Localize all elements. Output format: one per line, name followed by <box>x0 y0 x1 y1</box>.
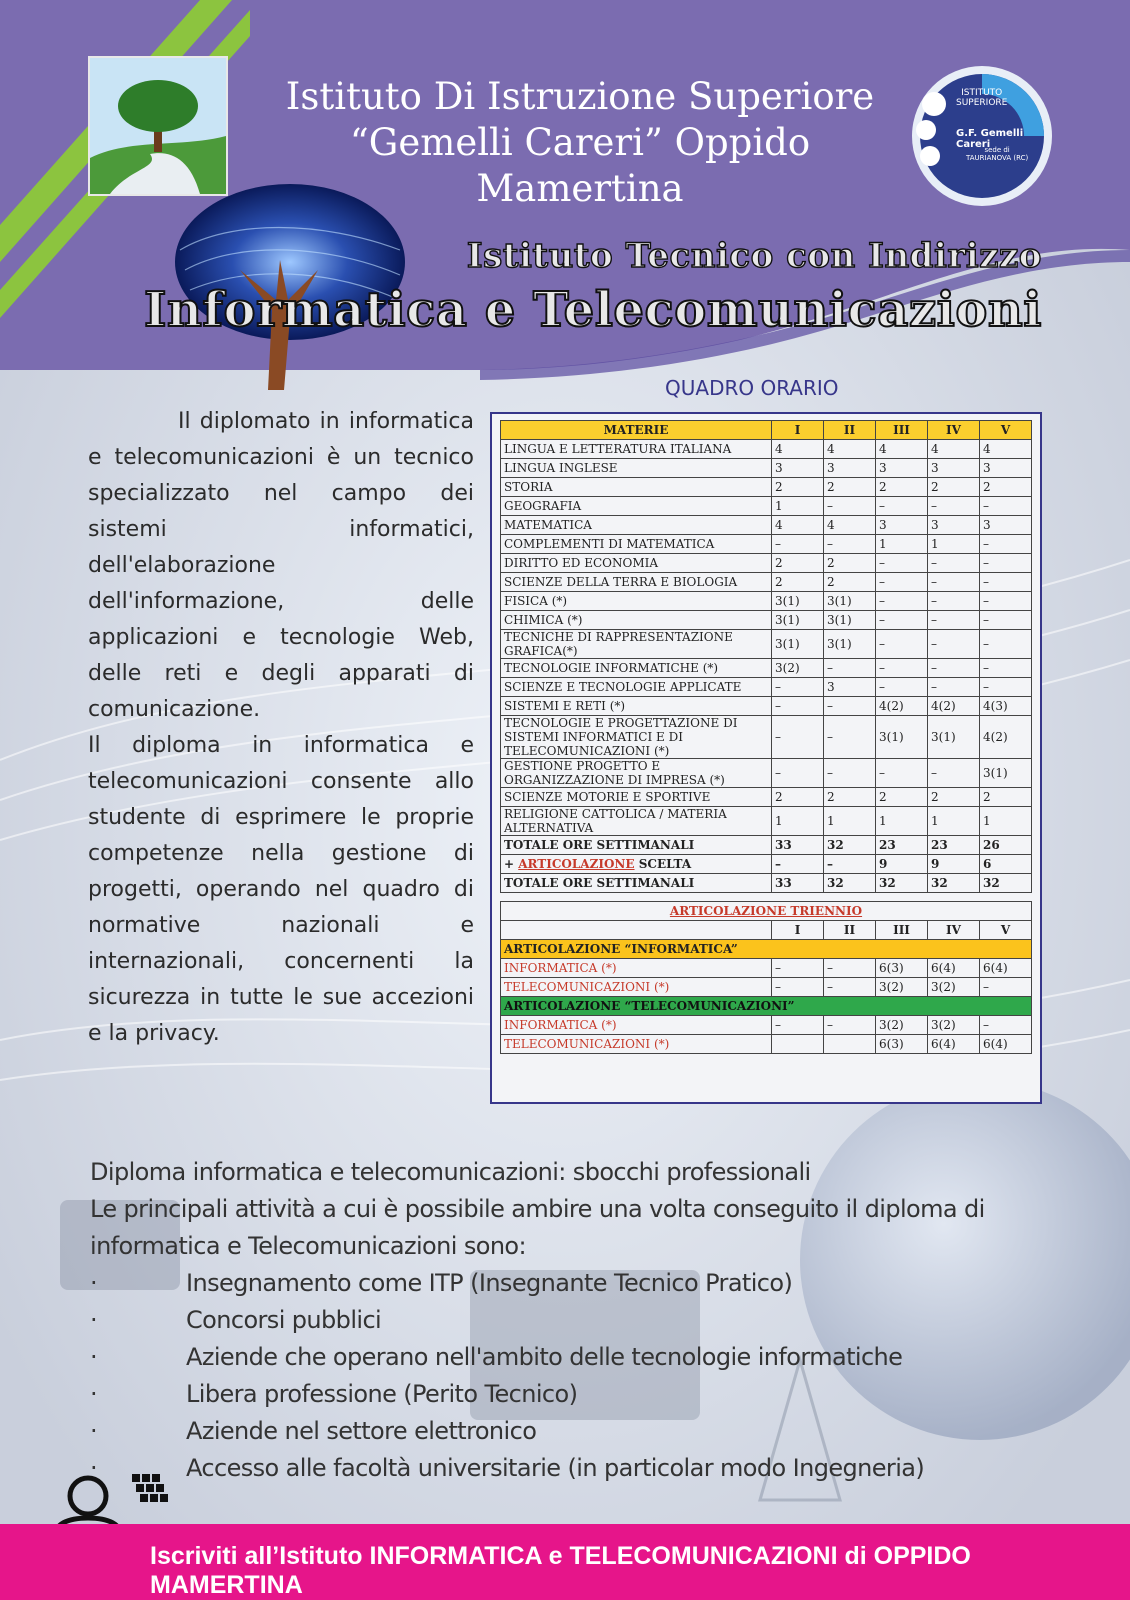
articolazione-telecomunicazioni <box>501 997 1032 1016</box>
hours-cell: – <box>928 554 980 573</box>
hours-cell: – <box>980 678 1032 697</box>
hours-cell: 23 <box>928 836 980 855</box>
hours-cell: – <box>772 697 824 716</box>
hours-cell: 3(1) <box>824 592 876 611</box>
hours-cell: 1 <box>928 535 980 554</box>
school-title-line2: “Gemelli Careri” Oppido Mamertina <box>349 121 811 210</box>
subject-cell <box>501 921 772 940</box>
hours-cell: 6 <box>980 855 1032 874</box>
globe-icon <box>922 92 946 116</box>
subject-cell: INFORMATICA (*) <box>501 959 772 978</box>
bullet-icon: · <box>90 1269 98 1297</box>
hours-cell: 4(2) <box>928 697 980 716</box>
bullet-icon: · <box>90 1454 98 1482</box>
table-row <box>501 592 1032 611</box>
school-title <box>250 74 910 212</box>
hours-cell: 6(4) <box>928 959 980 978</box>
hours-cell: 3 <box>772 459 824 478</box>
hours-cell: 3(1) <box>824 630 876 659</box>
description <box>88 404 474 1052</box>
hours-cell: II <box>824 921 876 940</box>
hours-cell: – <box>876 554 928 573</box>
hours-cell: – <box>876 759 928 788</box>
hours-cell: 23 <box>876 836 928 855</box>
hours-cell: – <box>928 630 980 659</box>
hours-cell: IV <box>928 421 980 440</box>
hours-cell: – <box>928 592 980 611</box>
table-row <box>501 611 1032 630</box>
hours-cell: 9 <box>928 855 980 874</box>
table-row <box>501 759 1032 788</box>
hours-cell: – <box>772 855 824 874</box>
hours-cell: – <box>980 978 1032 997</box>
table-row <box>501 1035 1032 1054</box>
table-row <box>501 516 1032 535</box>
hours-cell: – <box>928 759 980 788</box>
sbocchi-item-label: Libera professione (Perito Tecnico) <box>186 1380 578 1408</box>
hours-cell: – <box>824 855 876 874</box>
sbocchi-item-label: Accesso alle facoltà universitarie (in particolar modo Ingegneria) <box>186 1454 925 1482</box>
hours-cell: 2 <box>824 554 876 573</box>
table-row <box>501 978 1032 997</box>
sbocchi-item <box>90 1265 1050 1302</box>
hours-cell: 1 <box>772 807 824 836</box>
hours-cell: V <box>980 421 1032 440</box>
articolazione-informatica <box>501 940 1032 959</box>
bullet-icon: · <box>90 1417 98 1445</box>
subject-cell: GEOGRAFIA <box>501 497 772 516</box>
hours-cell: – <box>824 697 876 716</box>
table-row <box>501 678 1032 697</box>
hours-cell: – <box>824 759 876 788</box>
school-logo-right <box>906 60 1058 210</box>
subtitle-indirizzo: Istituto Tecnico con Indirizzo <box>466 236 1042 276</box>
hours-cell: I <box>772 421 824 440</box>
hours-cell: – <box>980 659 1032 678</box>
hours-cell: 4 <box>876 440 928 459</box>
hours-cell: – <box>772 1016 824 1035</box>
hours-cell: 6(3) <box>876 959 928 978</box>
hours-cell: 4 <box>824 516 876 535</box>
subject-cell: INFORMATICA (*) <box>501 1016 772 1035</box>
hours-cell: 1 <box>824 807 876 836</box>
sbocchi-item <box>90 1413 1050 1450</box>
hours-cell: 32 <box>980 874 1032 893</box>
school-title-line1: Istituto Di Istruzione Superiore <box>285 75 875 118</box>
subtitle-informatica: Informatica e Telecomunicazioni <box>144 282 1042 338</box>
sbocchi-title: Diploma informatica e telecomunicazioni: sbocchi professionali <box>90 1158 811 1186</box>
sbocchi-item-label: Concorsi pubblici <box>186 1306 382 1334</box>
hours-cell: 4 <box>772 516 824 535</box>
subject-cell: TECNICHE DI RAPPRESENTAZIONE GRAFICA(*) <box>501 630 772 659</box>
hours-cell: – <box>772 759 824 788</box>
hours-cell: 3(2) <box>772 659 824 678</box>
hours-cell: 1 <box>876 807 928 836</box>
hours-cell: 32 <box>876 874 928 893</box>
table-header-row <box>501 421 1032 440</box>
hours-cell: 6(4) <box>928 1035 980 1054</box>
hours-cell: – <box>928 659 980 678</box>
subject-cell: SCIENZE DELLA TERRA E BIOLOGIA <box>501 573 772 592</box>
sbocchi-item <box>90 1450 1050 1487</box>
triennio-header-row <box>501 921 1032 940</box>
hours-cell: 3(1) <box>824 611 876 630</box>
hours-cell: – <box>980 535 1032 554</box>
hours-cell: – <box>772 678 824 697</box>
hours-cell: 6(4) <box>980 959 1032 978</box>
hours-cell: 4(3) <box>980 697 1032 716</box>
hours-cell: 32 <box>824 874 876 893</box>
hours-cell: – <box>980 573 1032 592</box>
subject-cell: TELECOMUNICAZIONI (*) <box>501 1035 772 1054</box>
at-icon <box>916 120 936 140</box>
hours-cell: – <box>772 978 824 997</box>
hours-cell: 32 <box>824 836 876 855</box>
articolazione-word: ARTICOLAZIONE <box>518 857 635 871</box>
spacer-row <box>501 893 1032 902</box>
subject-cell: SCIENZE MOTORIE E SPORTIVE <box>501 788 772 807</box>
hours-cell: II <box>824 421 876 440</box>
table-row <box>501 697 1032 716</box>
subject-cell: SISTEMI E RETI (*) <box>501 697 772 716</box>
hours-cell: 3(2) <box>876 978 928 997</box>
totale-row <box>501 874 1032 893</box>
hours-cell: 4(2) <box>980 716 1032 759</box>
hours-cell: – <box>928 678 980 697</box>
hours-cell: 3 <box>876 459 928 478</box>
table-row <box>501 573 1032 592</box>
logo-sede: sede di TAURIANOVA (RC) <box>966 146 1029 162</box>
footer-banner <box>0 1524 1130 1600</box>
hours-cell: – <box>980 497 1032 516</box>
prefix: + <box>504 857 519 871</box>
hours-cell <box>824 1035 876 1054</box>
subject-cell: MATEMATICA <box>501 516 772 535</box>
sbocchi-item <box>90 1376 1050 1413</box>
hours-cell: – <box>772 716 824 759</box>
hours-cell: 6(3) <box>876 1035 928 1054</box>
hours-cell: – <box>876 659 928 678</box>
logo-istituto: ISTITUTO SUPERIORE <box>956 88 1008 108</box>
hours-cell: 2 <box>824 478 876 497</box>
hours-cell: – <box>980 554 1032 573</box>
subject-cell: GESTIONE PROGETTO E ORGANIZZAZIONE DI IMPRESA (*) <box>501 759 772 788</box>
hours-cell: – <box>824 1016 876 1035</box>
hours-cell: 3 <box>824 459 876 478</box>
logo-name: G.F. Gemelli Careri <box>956 128 1024 150</box>
subject-cell: TECNOLOGIE E PROGETTAZIONE DI SISTEMI INFORMATICI E DI TELECOMUNICAZIONI (*) <box>501 716 772 759</box>
articolazione-informatica-label: ARTICOLAZIONE “INFORMATICA” <box>501 940 1032 959</box>
hours-cell: 2 <box>772 788 824 807</box>
hours-cell: 3 <box>928 459 980 478</box>
hours-cell <box>772 1035 824 1054</box>
subject-cell: STORIA <box>501 478 772 497</box>
hours-cell: – <box>824 959 876 978</box>
hours-cell: 3(1) <box>928 716 980 759</box>
sbocchi-item <box>90 1339 1050 1376</box>
subject-cell: DIRITTO ED ECONOMIA <box>501 554 772 573</box>
hours-cell: – <box>824 716 876 759</box>
hours-cell: – <box>980 1016 1032 1035</box>
sbocchi-item-label: Aziende che operano nell'ambito delle tecnologie informatiche <box>186 1343 903 1371</box>
hours-cell: 3 <box>928 516 980 535</box>
hours-cell: 2 <box>772 478 824 497</box>
school-logo-left <box>88 56 228 196</box>
hours-cell: – <box>876 497 928 516</box>
hours-cell: – <box>928 611 980 630</box>
hours-cell: 32 <box>928 874 980 893</box>
hours-cell: 3(1) <box>772 611 824 630</box>
table-row <box>501 807 1032 836</box>
totale-row <box>501 836 1032 855</box>
hours-cell: – <box>876 592 928 611</box>
sbocchi-intro: Le principali attività a cui è possibile ambire una volta conseguito il diploma di informatica e Telecomunicazioni sono: <box>90 1195 985 1260</box>
subject-cell: TOTALE ORE SETTIMANALI <box>501 836 772 855</box>
hours-cell: 3 <box>824 678 876 697</box>
suffix: SCELTA <box>634 857 692 871</box>
table-row <box>501 959 1032 978</box>
sbocchi-list <box>90 1265 1050 1487</box>
hours-cell: IV <box>928 921 980 940</box>
hours-cell: 2 <box>772 554 824 573</box>
hours-cell: – <box>876 630 928 659</box>
hours-cell: 3(1) <box>980 759 1032 788</box>
quadro-orario-title: QUADRO ORARIO <box>665 376 839 400</box>
hours-cell: 4 <box>824 440 876 459</box>
hours-cell: – <box>824 535 876 554</box>
hours-cell: 2 <box>876 788 928 807</box>
subject-cell: FISICA (*) <box>501 592 772 611</box>
description-paragraph-1: Il diplomato in informatica e telecomunicazioni è un tecnico specializzato nel campo dei sistemi informatici, dell'elaborazione dell'informazione, delle applicazioni e tecnologie Web, delle reti e degli apparati di comunicazione. <box>88 409 474 722</box>
hours-cell: – <box>928 497 980 516</box>
table-row <box>501 1016 1032 1035</box>
hours-cell: V <box>980 921 1032 940</box>
hours-cell: 2 <box>772 573 824 592</box>
hours-cell: 3 <box>876 516 928 535</box>
hours-cell: – <box>876 611 928 630</box>
sbocchi-item-label: Aziende nel settore elettronico <box>186 1417 537 1445</box>
quadro-orario-table <box>490 412 1042 1104</box>
subject-cell: COMPLEMENTI DI MATEMATICA <box>501 535 772 554</box>
hours-cell: 2 <box>824 573 876 592</box>
hours-cell: – <box>824 978 876 997</box>
hours-cell: 1 <box>928 807 980 836</box>
triennio-title-row <box>501 902 1032 921</box>
subject-cell: LINGUA E LETTERATURA ITALIANA <box>501 440 772 459</box>
table-row <box>501 659 1032 678</box>
hours-cell: 9 <box>876 855 928 874</box>
footer-text[interactable]: Iscriviti all’Istituto INFORMATICA e TELECOMUNICAZIONI di OPPIDO MAMERTINA <box>150 1542 971 1599</box>
hours-cell: 3(1) <box>772 630 824 659</box>
hours-cell: 4(2) <box>876 697 928 716</box>
table-row <box>501 497 1032 516</box>
hours-cell: 2 <box>824 788 876 807</box>
table-row <box>501 459 1032 478</box>
subject-cell: CHIMICA (*) <box>501 611 772 630</box>
hours-cell: 33 <box>772 836 824 855</box>
bullet-icon: · <box>90 1306 98 1334</box>
subject-cell: LINGUA INGLESE <box>501 459 772 478</box>
triennio-title: ARTICOLAZIONE TRIENNIO <box>501 902 1032 921</box>
hours-cell: 1 <box>876 535 928 554</box>
hours-cell: – <box>824 659 876 678</box>
hours-cell: 3 <box>980 459 1032 478</box>
bullet-icon: · <box>90 1343 98 1371</box>
hours-cell: 4 <box>980 440 1032 459</box>
spacer <box>501 893 1032 902</box>
hours-cell: – <box>772 959 824 978</box>
subject-cell: TELECOMUNICAZIONI (*) <box>501 978 772 997</box>
hours-cell: 6(4) <box>980 1035 1032 1054</box>
hours-cell: 3 <box>980 516 1032 535</box>
subject-cell: RELIGIONE CATTOLICA / MATERIA ALTERNATIVA <box>501 807 772 836</box>
hours-cell: 3(2) <box>928 978 980 997</box>
articolazione-telecomunicazioni-label: ARTICOLAZIONE “TELECOMUNICAZIONI” <box>501 997 1032 1016</box>
hours-cell: 3(2) <box>876 1016 928 1035</box>
hours-cell: 2 <box>928 788 980 807</box>
subject-cell: SCIENZE E TECNOLOGIE APPLICATE <box>501 678 772 697</box>
table-row <box>501 554 1032 573</box>
hours-cell: 3(1) <box>772 592 824 611</box>
table-row <box>501 788 1032 807</box>
sbocchi-item-label: Insegnamento come ITP (Insegnante Tecnico Pratico) <box>186 1269 793 1297</box>
bullet-icon: · <box>90 1380 98 1408</box>
sbocchi-section <box>90 1154 1050 1487</box>
hours-cell: 4 <box>772 440 824 459</box>
hours-cell: 2 <box>980 788 1032 807</box>
table-row <box>501 716 1032 759</box>
table-row <box>501 535 1032 554</box>
hours-cell: III <box>876 921 928 940</box>
subject-cell: TOTALE ORE SETTIMANALI <box>501 874 772 893</box>
hours-cell: 3(2) <box>928 1016 980 1035</box>
hours-cell: – <box>980 611 1032 630</box>
hours-cell: – <box>980 630 1032 659</box>
hours-cell: – <box>876 573 928 592</box>
hours-cell: – <box>876 678 928 697</box>
hours-cell: 2 <box>928 478 980 497</box>
hours-cell: 4 <box>928 440 980 459</box>
table-row <box>501 478 1032 497</box>
table-row <box>501 630 1032 659</box>
table-row <box>501 440 1032 459</box>
hours-cell: 2 <box>980 478 1032 497</box>
orario-table <box>500 420 1032 1054</box>
hours-cell: – <box>980 592 1032 611</box>
hours-cell: 3(1) <box>876 716 928 759</box>
subject-cell: TECNOLOGIE INFORMATICHE (*) <box>501 659 772 678</box>
hours-cell: I <box>772 921 824 940</box>
gear-icon <box>920 146 940 166</box>
subject-cell <box>501 855 772 874</box>
hours-cell: 33 <box>772 874 824 893</box>
hours-cell: 2 <box>876 478 928 497</box>
description-paragraph-2: Il diploma in informatica e telecomunicazioni consente allo studente di esprimere le proprie competenze nella gestione di progetti, operando nel quadro di normative nazionali e internazionali, concernenti la sicurezza in tutte le sue accezioni e la privacy. <box>88 733 474 1046</box>
hours-cell: 26 <box>980 836 1032 855</box>
hours-cell: – <box>772 535 824 554</box>
hours-cell: 1 <box>772 497 824 516</box>
hours-cell: III <box>876 421 928 440</box>
hours-cell: 1 <box>980 807 1032 836</box>
hours-cell: – <box>824 497 876 516</box>
sbocchi-item <box>90 1302 1050 1339</box>
articolazione-scelta-row <box>501 855 1032 874</box>
subject-cell: MATERIE <box>501 421 772 440</box>
hours-cell: – <box>928 573 980 592</box>
